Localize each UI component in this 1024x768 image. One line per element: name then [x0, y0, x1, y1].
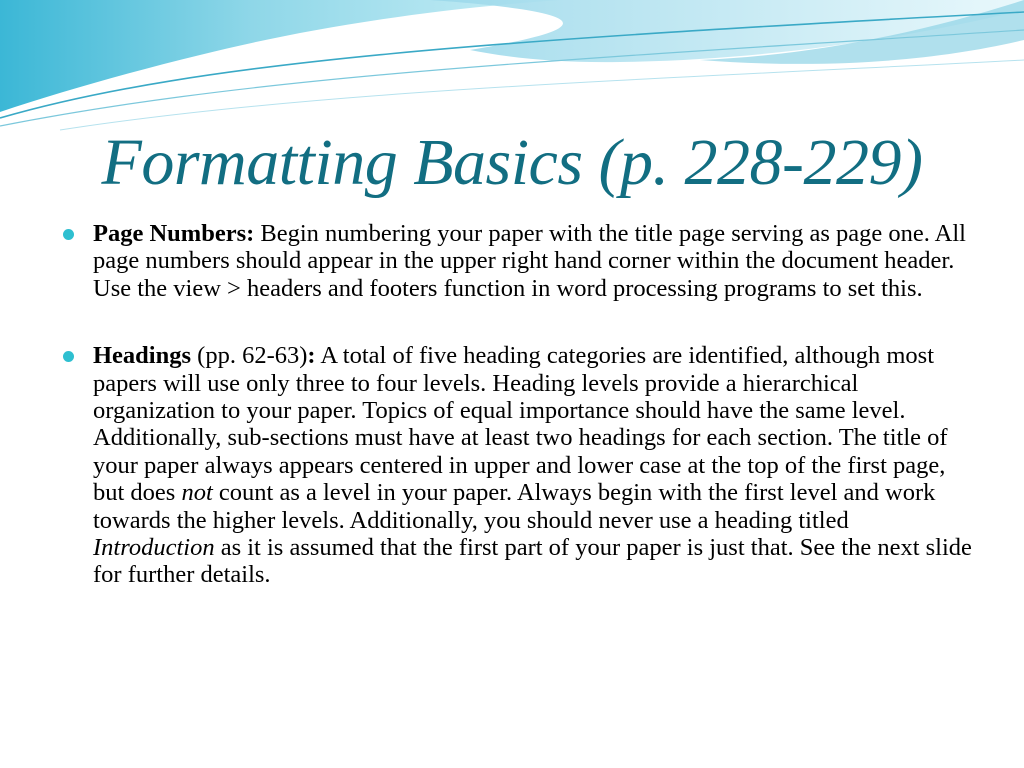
bullet-list [63, 220, 973, 589]
bullet-lead-headings: Headings [93, 342, 192, 370]
bullet-text-headings-3: as it is assumed that the first part of your paper is just that. See the next slide for further details. [93, 534, 972, 589]
bullet-text-page-numbers: Begin numbering your paper with the title page serving as page one. All page numbers should appear in the upper right hand corner within the document header. Use the view > headers and footers function in word processing programs to set this. [93, 220, 966, 302]
bullet-dot-icon [63, 351, 74, 362]
emphasis-not: not [181, 479, 213, 507]
bullet-headings [63, 342, 973, 589]
bullet-dot-icon [63, 229, 74, 240]
bullet-text-headings-1: A total of five heading categories are identified, although most papers will use only three to four levels. Heading levels provide a hierarchical organization to your paper. Topics of equal importance should have the same level. Additionally, sub-sections must have at least two headings for each section. The title of your paper always appears centered in upper and lower case at the top of the first page, but does [93, 342, 948, 507]
slide-title: Formatting Basics (p. 228-229) [101, 126, 923, 199]
bullet-lead-page-numbers: Page Numbers: [93, 220, 255, 247]
bullet-colon-headings: : [307, 342, 316, 370]
wave-band-main [0, 0, 560, 112]
bullet-page-numbers [63, 220, 973, 302]
header-wave-decoration [0, 0, 1024, 140]
bullet-pages-headings: (pp. 62-63) [191, 342, 308, 370]
bullet-text-headings-2: count as a level in your paper. Always begin with the first level and work towards the higher levels. Additionally, you should never use a heading titled [93, 479, 936, 534]
emphasis-introduction: Introduction [93, 534, 215, 562]
